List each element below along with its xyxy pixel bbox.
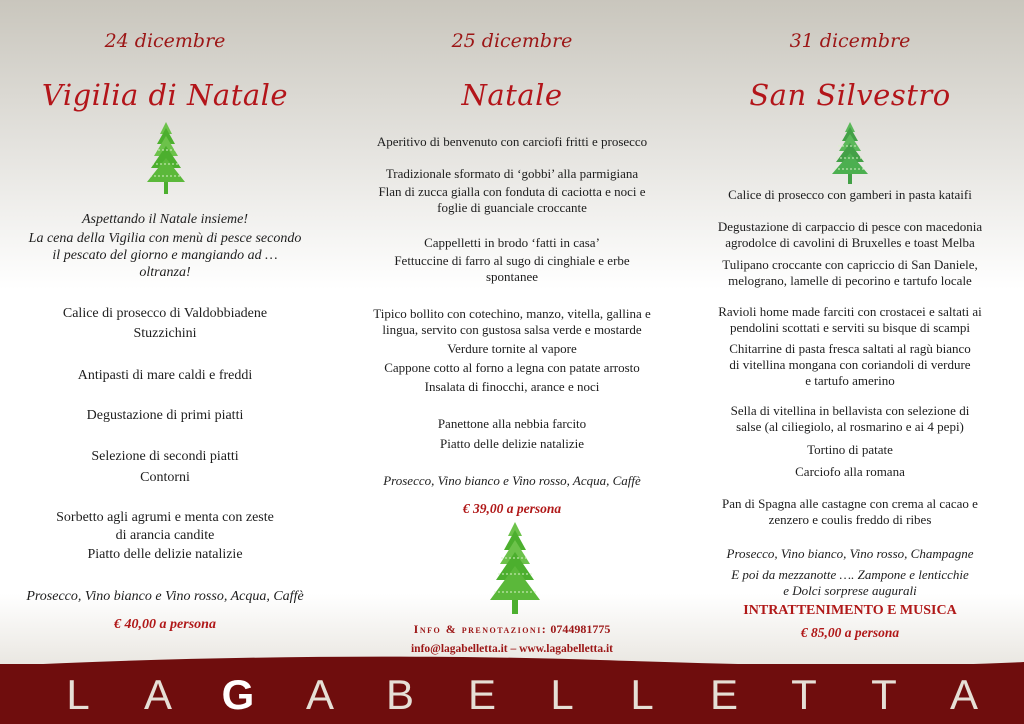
menu-item: Sella di vitellina in bellavista con selezione di	[730, 403, 970, 418]
brand-letter: E	[467, 671, 496, 718]
menu-item: salse (al ciliegiolo, al rosmarino e ai 4 pepi)	[736, 419, 964, 434]
christmas-tree-icon	[829, 120, 871, 186]
menu-item: Flan di zucca gialla con fonduta di caciotta e noci e	[378, 184, 646, 199]
menu-item: Verdure tornite al vapore	[447, 341, 577, 356]
brand-letter: T	[791, 671, 817, 718]
menu-item: lingua, servito con gustosa salsa verde e mostarde	[382, 322, 642, 337]
phone-number[interactable]: 0744981775	[550, 622, 611, 636]
menu-item: Contorni	[140, 470, 190, 485]
contact-line[interactable]: info@lagabelletta.it – www.lagabelletta.it	[410, 643, 614, 655]
menu-item: e tartufo amerino	[805, 373, 895, 388]
event-title: San Silvestro	[749, 78, 951, 112]
menu-item: foglie di guanciale croccante	[437, 200, 587, 215]
brand-letter: L	[66, 671, 90, 718]
menu-item: Stuzzichini	[133, 326, 197, 341]
menu-item: Tipico bollito con cotechino, manzo, vitella, gallina e	[373, 306, 651, 321]
menu-item: Chitarrine di pasta fresca saltati al ragù bianco	[729, 341, 971, 356]
christmas-tree-icon	[144, 120, 188, 198]
date-label: 24 dicembre	[104, 30, 226, 52]
drinks-line: Prosecco, Vino bianco, Vino rosso, Champagne	[726, 546, 974, 561]
date-label: 25 dicembre	[451, 30, 573, 52]
menu-item: Fettuccine di farro al sugo di cinghiale e erbe	[394, 253, 630, 268]
price-label: € 85,00 a persona	[800, 625, 900, 640]
column-vigilia	[20, 0, 310, 650]
drinks-line: Prosecco, Vino bianco e Vino rosso, Acqua, Caffè	[383, 473, 641, 488]
menu-item: Calice di prosecco con gamberi in pasta kataifi	[728, 187, 972, 202]
price-label: € 39,00 a persona	[462, 501, 562, 516]
brand-letter: T	[871, 671, 897, 718]
brand-letter: B	[385, 671, 414, 718]
brand-logo	[0, 671, 1024, 719]
menu-item: Tortino di patate	[807, 442, 893, 457]
intro-line: La cena della Vigilia con menù di pesce secondo	[28, 231, 302, 246]
intro-line: oltranza!	[139, 265, 191, 280]
brand-letter: L	[630, 671, 654, 718]
menu-item: agrodolce di cavolini di Bruxelles e toast Melba	[725, 235, 975, 250]
brand-letter: A	[305, 671, 334, 718]
after-midnight-line: e Dolci sorprese augurali	[783, 583, 917, 598]
menu-item: Degustazione di carpaccio di pesce con macedonia	[717, 219, 983, 234]
menu-item: melograno, lamelle di pecorino e tartufo locale	[728, 273, 972, 288]
date-label: 31 dicembre	[789, 30, 911, 52]
column-natale	[355, 0, 669, 655]
menu-item: Sorbetto agli agrumi e menta con zeste	[56, 510, 274, 525]
menu-item: Tulipano croccante con capriccio di San Daniele,	[722, 257, 978, 272]
christmas-tree-icon	[485, 520, 545, 618]
event-title: Vigilia di Natale	[41, 78, 289, 112]
menu-item: Aperitivo di benvenuto con carciofi fritti e prosecco	[376, 134, 648, 149]
menu-item: Pan di Spagna alle castagne con crema al cacao e	[722, 496, 978, 511]
brand-letter: G	[221, 671, 255, 718]
menu-item: Antipasti di mare caldi e freddi	[77, 368, 253, 383]
event-title: Natale	[461, 78, 563, 112]
menu-item: Ravioli home made farciti con crostacei e saltati ai	[718, 304, 982, 319]
info-line	[355, 621, 669, 638]
menu-item: di vitellina mongana con coriandoli di verdure	[729, 357, 971, 372]
column-san-silvestro	[695, 0, 1005, 650]
menu-item: Cappone cotto al forno a legna con patate arrosto	[384, 360, 640, 375]
info-label: Info & prenotazioni:	[413, 622, 548, 636]
menu-item: Insalata di finocchi, arance e noci	[424, 379, 600, 394]
menu-item: Tradizionale sformato di ‘gobbi’ alla parmigiana	[385, 166, 639, 181]
intro-line: il pescato del giorno e mangiando ad …	[52, 248, 278, 263]
menu-item: Cappelletti in brodo ‘fatti in casa’	[424, 235, 600, 250]
menu-item: Panettone alla nebbia farcito	[437, 416, 587, 431]
price-label: € 40,00 a persona	[114, 617, 216, 632]
menu-item: Piatto delle delizie natalizie	[439, 436, 585, 451]
brand-letter: E	[709, 671, 738, 718]
menu-item: di arancia candite	[115, 528, 215, 543]
menu-item: zenzero e coulis freddo di ribes	[768, 512, 932, 527]
menu-item: Selezione di secondi piatti	[91, 449, 239, 464]
menu-item: spontanee	[486, 269, 538, 284]
brand-letter: L	[550, 671, 574, 718]
intro-line: Aspettando il Natale insieme!	[81, 212, 249, 227]
brand-letter: A	[949, 671, 978, 718]
menu-item: pendolini scottati e serviti su bisque di scampi	[729, 320, 971, 335]
menu-item: Carciofo alla romana	[795, 464, 905, 479]
after-midnight-line: E poi da mezzanotte …. Zampone e lenticchie	[731, 567, 969, 582]
menu-item: Piatto delle delizie natalizie	[87, 547, 243, 562]
menu-item: Calice di prosecco di Valdobbiadene	[62, 306, 268, 321]
brand-letter: A	[143, 671, 172, 718]
entertainment-label: INTRATTENIMENTO E MUSICA	[743, 603, 957, 618]
drinks-line: Prosecco, Vino bianco e Vino rosso, Acqua, Caffè	[26, 589, 304, 604]
menu-item: Degustazione di primi piatti	[86, 408, 244, 423]
